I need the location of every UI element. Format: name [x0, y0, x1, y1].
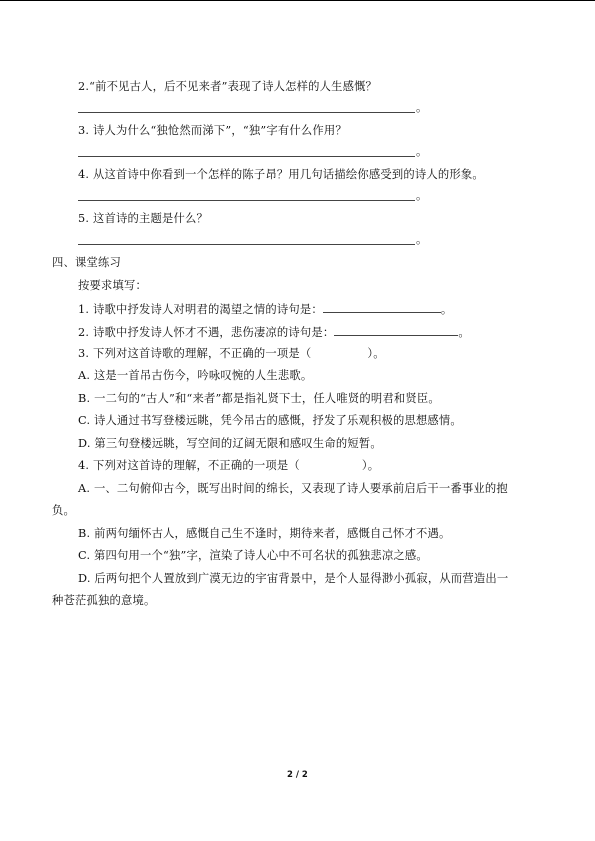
- fill-question-2-end: 。: [458, 326, 470, 339]
- q3-option-c: C. 诗人通过书写登楼远眺，凭今吊古的感慨，抒发了乐观积极的思想感情。: [78, 414, 462, 427]
- answer-line-3-end: 。: [416, 145, 428, 158]
- page-number: 2 / 2: [287, 770, 308, 780]
- question-5: 5. 这首诗的主题是什么？: [78, 212, 208, 225]
- section-instruction: 按要求填写：: [78, 279, 147, 292]
- q4-option-c: C. 第四句用一个“独”字，渲染了诗人心中不可名状的孤独悲凉之感。: [78, 549, 428, 562]
- question-3: 3. 诗人为什么“独怆然而涕下”，“独”字有什么作用？: [78, 124, 347, 137]
- fill-question-1-text: 1. 诗歌中抒发诗人对明君的渴望之情的诗句是：: [78, 303, 323, 316]
- q3-option-b: B. 一二句的“古人”和“来者”都是指礼贤下士，任人唯贤的明君和贤臣。: [78, 392, 440, 405]
- choice-question-3: [78, 347, 385, 361]
- q4-option-a-line1: A. 一、二句俯仰古今，既写出时间的绵长，又表现了诗人要承前启后干一番事业的抱: [78, 482, 508, 495]
- q4-option-b: B. 前两句缅怀古人，感慨自己生不逢时，期待来者，感慨自己怀才不遇。: [78, 527, 451, 540]
- q4-option-d-line1: D. 后两句把个人置放到广漠无边的宇宙背景中，是个人显得渺小孤寂，从而营造出一: [78, 572, 509, 585]
- q3-option-a: A. 这是一首吊古伤今，吟咏叹惋的人生悲歌。: [78, 369, 313, 382]
- answer-line-5-end: 。: [416, 233, 428, 246]
- fill-blank-1[interactable]: [323, 301, 441, 313]
- answer-line-4-end: 。: [416, 189, 428, 202]
- answer-line-5[interactable]: [78, 244, 415, 245]
- answer-line-2[interactable]: [78, 112, 415, 113]
- fill-blank-2[interactable]: [334, 324, 458, 336]
- choice-question-3-close: ）。: [367, 347, 385, 360]
- answer-line-2-end: 。: [416, 101, 428, 114]
- fill-question-2: [78, 324, 470, 340]
- section-heading: 四、课堂练习: [52, 256, 121, 269]
- choice-question-4-close: ）。: [361, 459, 380, 472]
- answer-line-4[interactable]: [78, 200, 415, 201]
- fill-question-2-text: 2. 诗歌中抒发诗人怀才不遇，悲伤凄凉的诗句是：: [78, 326, 335, 339]
- choice-question-4: [78, 459, 379, 473]
- question-4: 4. 从这首诗中你看到一个怎样的陈子昂？用几句话描绘你感受到的诗人的形象。: [78, 168, 484, 181]
- fill-question-1: [78, 301, 452, 317]
- fill-question-1-end: 。: [440, 303, 453, 316]
- q3-option-d: D. 第三句登楼远眺，写空间的辽阔无限和感叹生命的短暂。: [78, 437, 382, 450]
- choice-question-3-text: 3. 下列对这首诗歌的理解，不正确的一项是（: [78, 347, 312, 360]
- q4-option-d-line2: 种苍茫孤独的意境。: [52, 594, 156, 607]
- question-2: 2.“前不见古人，后不见来者”表现了诗人怎样的人生感慨？: [78, 80, 378, 93]
- choice-question-4-text: 4. 下列对这首诗的理解，不正确的一项是（: [78, 459, 300, 472]
- answer-line-3[interactable]: [78, 156, 415, 157]
- page-top-border: [0, 0, 595, 1]
- q4-option-a-line2: 负。: [52, 504, 75, 517]
